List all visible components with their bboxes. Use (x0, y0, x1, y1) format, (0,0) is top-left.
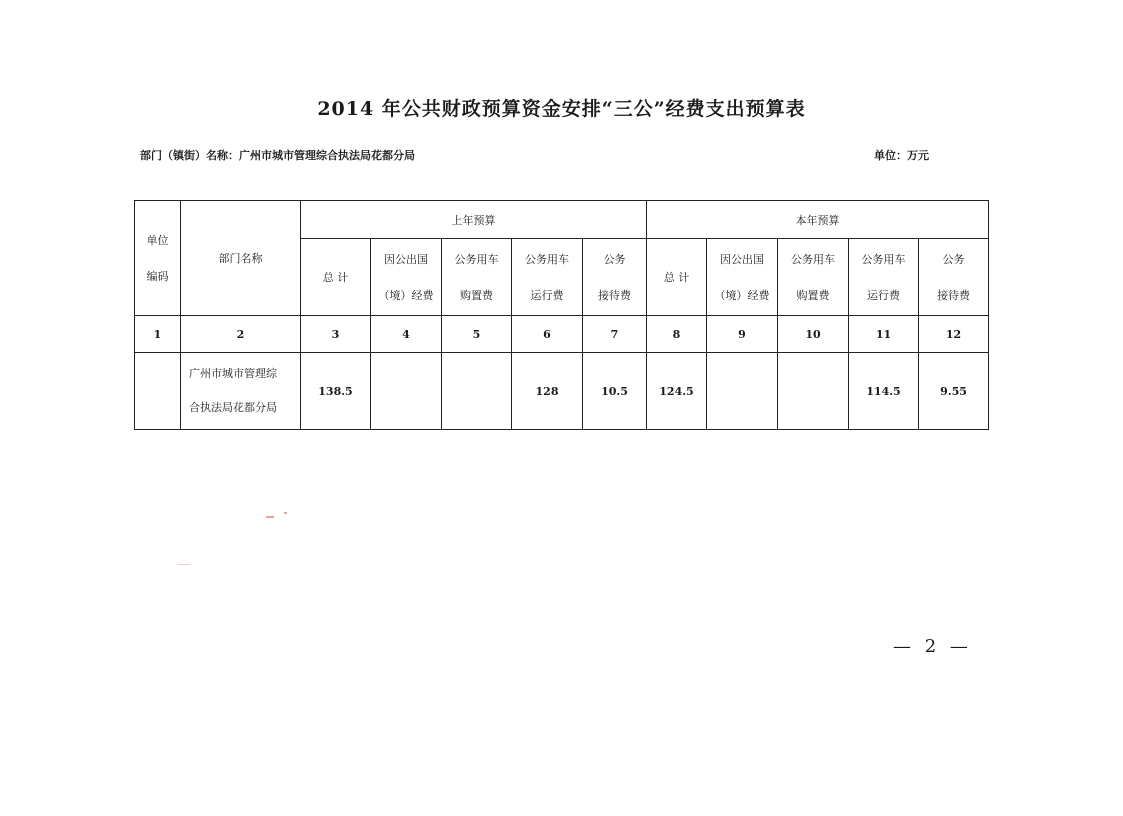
cell-this-overseas (707, 353, 778, 430)
unit-label: 单位：万元 (874, 149, 929, 162)
cell-last-vehicle-purchase (442, 353, 512, 430)
column-index: 4 (371, 316, 442, 353)
cell-last-total: 138.5 (301, 353, 371, 430)
cell-unit-code (135, 353, 181, 430)
document-title: 2014 年公共财政预算资金安排“三公”经费支出预算表 (317, 98, 806, 120)
column-index: 3 (301, 316, 371, 353)
scan-speck (178, 564, 190, 565)
header-this-reception: 公务 接待费 (919, 239, 989, 316)
column-index: 6 (512, 316, 583, 353)
header-last-vehicle-operation: 公务用车 运行费 (512, 239, 583, 316)
header-this-vehicle-purchase: 公务用车 购置费 (778, 239, 849, 316)
header-this-year-budget: 本年预算 (647, 201, 989, 239)
column-index: 1 (135, 316, 181, 353)
header-last-year-budget: 上年预算 (301, 201, 647, 239)
column-index: 5 (442, 316, 512, 353)
header-this-overseas: 因公出国 （境）经费 (707, 239, 778, 316)
page-number: — 2 — (893, 636, 972, 657)
column-index: 12 (919, 316, 989, 353)
header-this-total: 总 计 (647, 239, 707, 316)
department-name-line: 部门（镇街）名称：广州市城市管理综合执法局花都分局 (140, 149, 415, 162)
header-this-vehicle-operation: 公务用车 运行费 (849, 239, 919, 316)
table-row (135, 353, 989, 430)
budget-table (134, 200, 989, 430)
header-unit-code: 单位 编码 (135, 201, 181, 316)
header-last-total: 总 计 (301, 239, 371, 316)
scan-speck (266, 516, 274, 518)
column-index: 8 (647, 316, 707, 353)
cell-this-vehicle-purchase (778, 353, 849, 430)
header-last-overseas: 因公出国 （境）经费 (371, 239, 442, 316)
scan-speck (284, 512, 287, 514)
cell-last-vehicle-operation: 128 (512, 353, 583, 430)
column-index-row (135, 316, 989, 353)
column-index: 2 (181, 316, 301, 353)
column-index: 7 (583, 316, 647, 353)
header-dept-name: 部门名称 (181, 201, 301, 316)
cell-last-reception: 10.5 (583, 353, 647, 430)
header-row-groups (135, 201, 989, 239)
cell-this-vehicle-operation: 114.5 (849, 353, 919, 430)
cell-last-overseas (371, 353, 442, 430)
header-last-vehicle-purchase: 公务用车 购置费 (442, 239, 512, 316)
cell-this-total: 124.5 (647, 353, 707, 430)
column-index: 11 (849, 316, 919, 353)
cell-dept-name: 广州市城市管理综 合执法局花都分局 (181, 353, 301, 430)
column-index: 10 (778, 316, 849, 353)
header-last-reception: 公务 接待费 (583, 239, 647, 316)
column-index: 9 (707, 316, 778, 353)
cell-this-reception: 9.55 (919, 353, 989, 430)
